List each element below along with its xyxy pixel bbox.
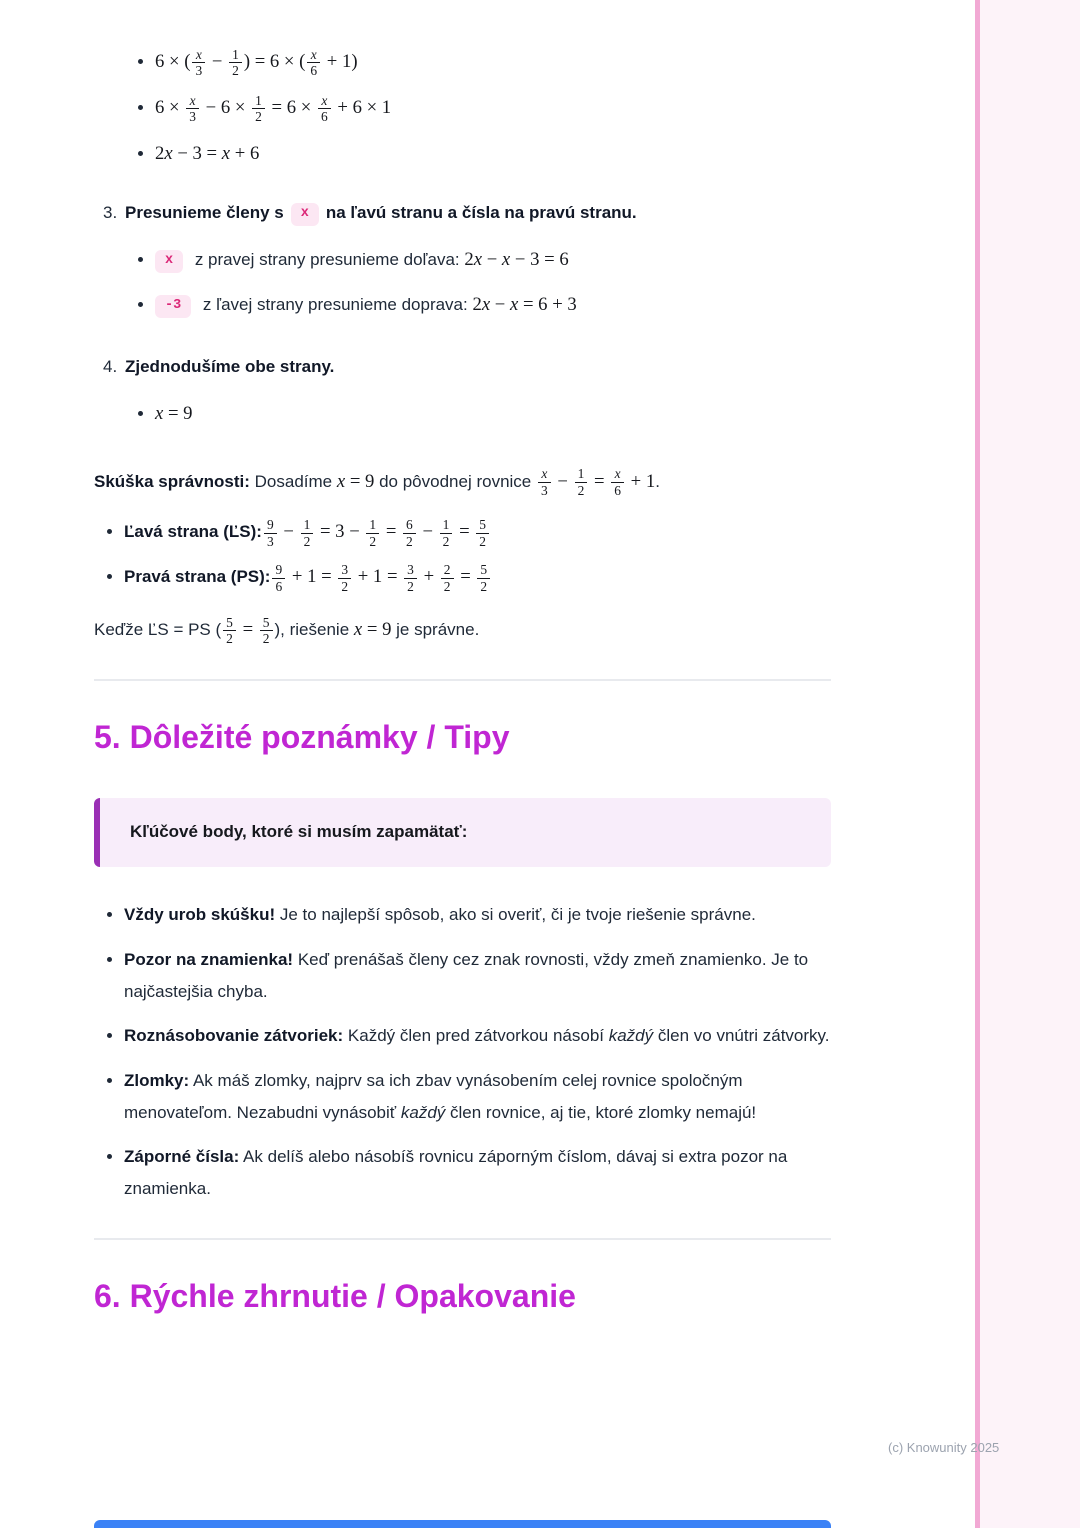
equation-line xyxy=(155,46,831,79)
list-item xyxy=(155,289,831,321)
tip-text: Vždy urob skúšku! Je to najlepší spôsob, ako si overiť, či je tvoje riešenie správne. xyxy=(124,905,756,925)
tip-text: Pozor na znamienka! Keď prenášaš členy cez znak rovnosti, vždy zmeň znamienko. Je to najčastejšia chyba. xyxy=(124,949,809,1001)
copyright-watermark: (c) Knowunity 2025 xyxy=(888,1440,1000,1455)
math-expression: 2x − x = 6 + 3 xyxy=(472,294,577,316)
right-side-check: Pravá strana (PS): $\frac{9}{6}$ + 1 = $\frac{3}{2}$ + 1 = $\frac{3}{2}$ + $\frac{2}{2}$ = $\frac{5}{2}$ xyxy=(124,567,492,586)
fraction: $\frac{x}{3}$ xyxy=(538,466,551,498)
fraction: $\frac{1}{2}$ xyxy=(301,517,314,549)
tip-item xyxy=(124,1141,831,1206)
math-expression: $\frac{5}{2}$ = $\frac{5}{2}$ xyxy=(221,619,274,640)
tip-text: Záporné čísla: Ak delíš alebo násobíš rovnicu záporným číslom, dávaj si extra pozor na znamienka. xyxy=(124,1147,788,1199)
step-number: 4. xyxy=(103,356,118,376)
left-side-check: Ľavá strana (ĽS): $\frac{9}{3}$ − $\frac{1}{2}$ = 3 − $\frac{1}{2}$ = $\frac{6}{2}$ − $\frac{1}{2}$ = $\frac{5}{2}$ xyxy=(124,522,491,541)
check-conclusion-paragraph: Keďže ĽS = PS ( $\frac{5}{2}$ = $\frac{5}{2}$ ), riešenie x = 9 je správne. xyxy=(94,614,480,647)
numbered-step-3 xyxy=(103,199,831,228)
section-6-heading: 6. Rýchle zhrnutie / Opakovanie xyxy=(94,1277,576,1314)
math-expression: 2x − 3 = x + 6 xyxy=(155,142,260,164)
tip-item xyxy=(124,944,831,1009)
fraction: $\frac{6}{2}$ xyxy=(403,517,416,549)
math-expression: 6 × ( $\frac{x}{3}$ − $\frac{1}{2}$ ) = 6 × ( $\frac{x}{6}$ + 1) xyxy=(155,46,358,79)
tip-item xyxy=(124,1065,831,1130)
fraction: $\frac{x}{6}$ xyxy=(318,93,331,125)
fraction: $\frac{1}{2}$ xyxy=(229,47,242,79)
fraction: $\frac{x}{3}$ xyxy=(186,93,199,125)
inline-code-badge: x xyxy=(291,203,319,226)
tip-item xyxy=(124,899,831,931)
fraction: $\frac{1}{2}$ xyxy=(366,517,379,549)
fraction: $\frac{3}{2}$ xyxy=(338,562,351,594)
equation-line xyxy=(155,138,831,170)
fraction: $\frac{3}{2}$ xyxy=(404,562,417,594)
math-expression: x = 9 xyxy=(353,619,392,641)
fraction: $\frac{x}{6}$ xyxy=(611,466,624,498)
key-points-callout xyxy=(94,798,831,867)
math-expression: 2x − x − 3 = 6 xyxy=(464,249,569,271)
step-detail: x z pravej strany presunieme doľava: 2x − x − 3 = 6 xyxy=(155,250,569,269)
equation-transform-list xyxy=(94,46,831,169)
math-expression: 6 × $\frac{x}{3}$ − 6 × $\frac{1}{2}$ = 6 × $\frac{x}{6}$ + 6 × 1 xyxy=(155,92,392,125)
fraction: $\frac{x}{6}$ xyxy=(307,47,320,79)
list-item xyxy=(155,398,831,430)
math-expression: x = 9 xyxy=(155,402,193,424)
check-intro-paragraph: Skúška správnosti: Dosadíme x = 9 do pôvodnej rovnice $\frac{x}{3}$ − $\frac{1}{2}$ = $\frac{x}{6}$ + 1. xyxy=(94,466,660,498)
fraction: $\frac{5}{2}$ xyxy=(223,615,236,647)
fraction: $\frac{2}{2}$ xyxy=(441,562,454,594)
step-title: Presunieme členy s x na ľavú stranu a čísla na pravú stranu. xyxy=(125,199,637,228)
inline-code-badge: -3 xyxy=(155,295,191,318)
list-item xyxy=(155,244,831,276)
tip-item xyxy=(124,1020,831,1052)
fraction: $\frac{5}{2}$ xyxy=(476,517,489,549)
step-detail: -3 z ľavej strany presunieme doprava: 2x − x = 6 + 3 xyxy=(155,295,577,314)
blue-callout-top-edge xyxy=(94,1520,831,1528)
tip-text: Roznásobovanie zátvoriek: Každý člen pred zátvorkou násobí každý člen vo vnútri zátvorky. xyxy=(124,1026,830,1046)
step-number: 3. xyxy=(103,203,118,223)
fraction: $\frac{9}{3}$ xyxy=(264,517,277,549)
inline-code-badge: x xyxy=(155,250,183,273)
step-title: Zjednodušíme obe strany. xyxy=(125,356,335,376)
fraction: $\frac{1}{2}$ xyxy=(440,517,453,549)
fraction: $\frac{5}{2}$ xyxy=(260,615,273,647)
fraction: $\frac{9}{6}$ xyxy=(272,562,285,594)
fraction: $\frac{5}{2}$ xyxy=(477,562,490,594)
list-item xyxy=(124,516,831,549)
fraction: $\frac{1}{2}$ xyxy=(575,466,588,498)
section-divider xyxy=(94,1238,831,1240)
section-divider xyxy=(94,679,831,681)
numbered-step-4 xyxy=(103,353,831,382)
equation-line xyxy=(155,92,831,125)
callout-title: Kľúčové body, ktoré si musím zapamätať: xyxy=(130,822,468,842)
step-4-sublist xyxy=(94,398,831,430)
step-3-sublist xyxy=(94,244,831,321)
check-sides-list xyxy=(94,516,831,594)
math-expression: $\frac{9}{3}$ − $\frac{1}{2}$ = 3 − $\frac{1}{2}$ = $\frac{6}{2}$ − $\frac{1}{2}$ = $\frac{5}{2}$ xyxy=(262,521,491,542)
fraction: $\frac{x}{3}$ xyxy=(192,47,205,79)
math-expression: x = 9 xyxy=(336,470,375,492)
fraction: $\frac{1}{2}$ xyxy=(252,93,265,125)
tips-list xyxy=(94,899,831,1205)
math-expression: $\frac{x}{3}$ − $\frac{1}{2}$ = $\frac{x}{6}$ + 1 xyxy=(536,471,655,492)
tip-text: Zlomky: Ak máš zlomky, najprv sa ich zbav vynásobením celej rovnice spoločným menovateľom. Nezabudni vynásobiť každý člen rovnice, aj tie, ktoré zlomky nemajú! xyxy=(124,1070,757,1122)
section-5-heading: 5. Dôležité poznámky / Tipy xyxy=(94,718,510,755)
list-item xyxy=(124,561,831,594)
math-expression: $\frac{9}{6}$ + 1 = $\frac{3}{2}$ + 1 = $\frac{3}{2}$ + $\frac{2}{2}$ = $\frac{5}{2}$ xyxy=(270,566,492,587)
